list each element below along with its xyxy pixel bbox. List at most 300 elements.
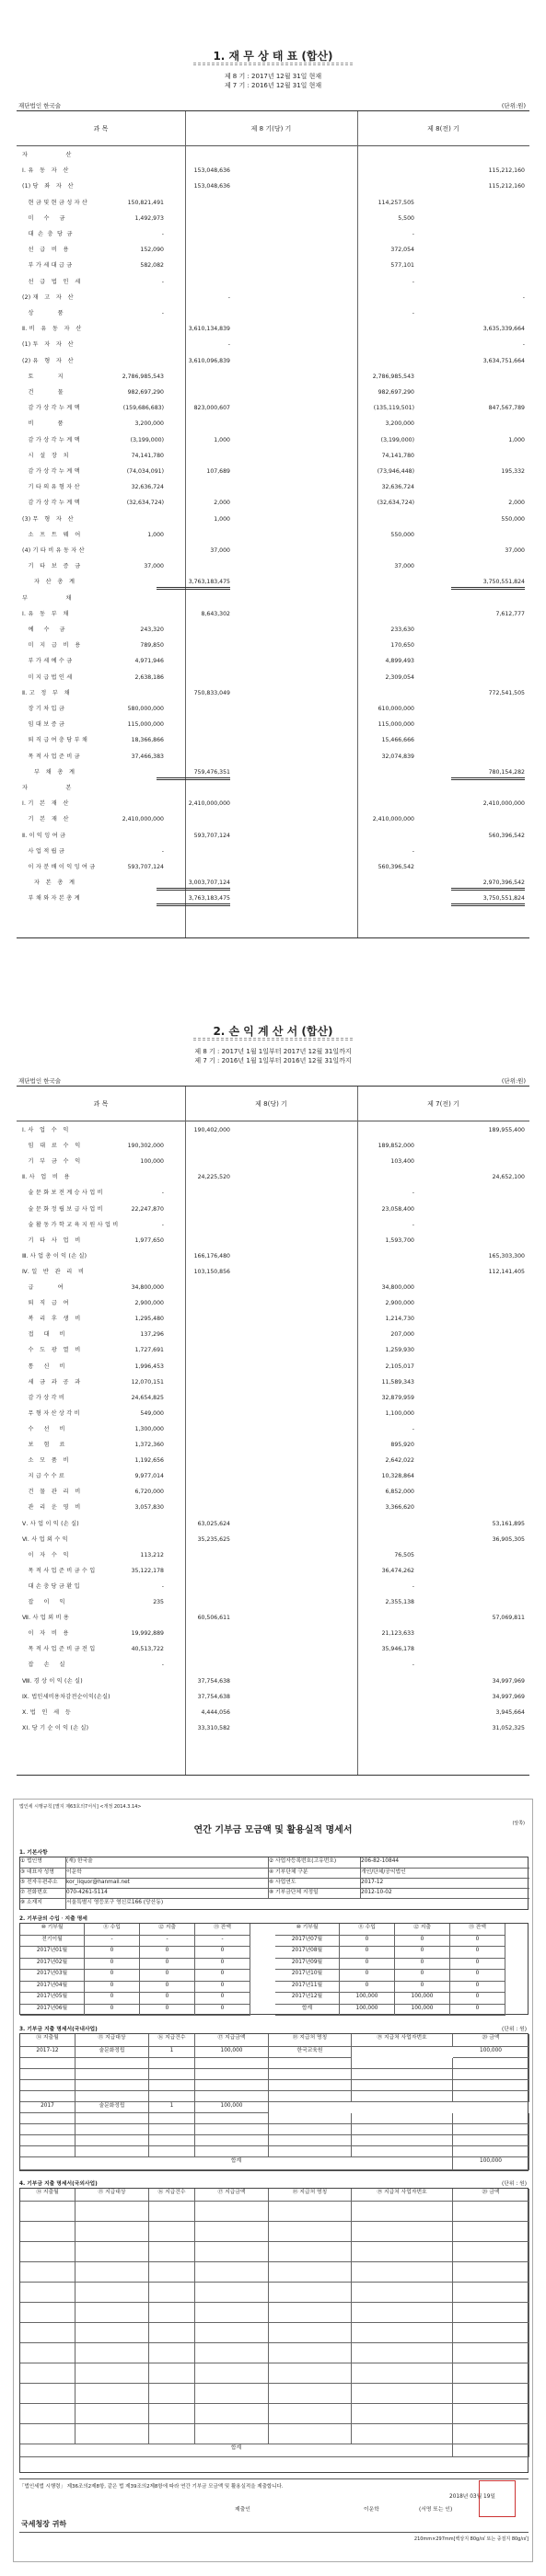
- col-current-header: 제 8 기(당) 기: [250, 124, 292, 132]
- table-row: [17, 482, 529, 492]
- row-amount: 37,466,383: [131, 753, 164, 760]
- table-row: [17, 1613, 529, 1623]
- entity-name: 재단법인 한국술: [18, 1077, 62, 1085]
- table-row: [17, 799, 529, 809]
- grid-cell: [20, 2424, 76, 2444]
- row-amount: 1,192,656: [134, 1457, 164, 1465]
- table-row: [17, 403, 529, 413]
- grid-cell: [76, 2202, 149, 2222]
- row-label: 감 가 상 각 누 계 액: [22, 500, 80, 507]
- row-amount: 577,101: [390, 262, 414, 270]
- row-amount: 32,074,839: [381, 753, 414, 760]
- grid-cell: [352, 2363, 453, 2384]
- side-note: (앞쪽): [512, 1821, 525, 1826]
- row-label: 이 자 분 배 이 익 잉 여 금: [22, 864, 96, 870]
- paper-spec: 210mm×297mm[백상지 80g/㎡ 또는 중질지 80g/㎡]: [19, 2532, 529, 2542]
- table-row: [17, 561, 529, 571]
- row-amount: 750,833,049: [193, 689, 230, 696]
- table-row: [17, 1298, 529, 1308]
- field-date-value: 2012-10-02: [361, 1889, 529, 1899]
- row-label: 선 급 비 용: [22, 247, 69, 254]
- table-row: [17, 767, 529, 777]
- table-row: [17, 277, 529, 287]
- grid-cell: [20, 2069, 76, 2080]
- submitter-name: 이운학: [364, 2507, 379, 2513]
- row-amount: 34,800,000: [381, 1284, 414, 1291]
- row-amount: 550,000: [501, 515, 525, 523]
- grid-cell: [453, 2242, 529, 2262]
- row-amount: 35,235,625: [197, 1535, 230, 1543]
- grid-cell: 0: [340, 1936, 395, 1948]
- grid-cell: 0: [140, 1993, 195, 2005]
- grid-cell: [20, 2262, 76, 2283]
- row-amount: 2,410,000,000: [482, 800, 525, 808]
- row-amount: 33,310,582: [197, 1724, 230, 1731]
- field-email-value: kor_liquor@hanmail.net: [66, 1879, 269, 1889]
- row-amount: 2,900,000: [385, 1300, 414, 1307]
- row-label: 토 지: [22, 373, 64, 380]
- grid-cell: [20, 2058, 76, 2069]
- grid-cell: [269, 2113, 352, 2124]
- row-amount: 610,000,000: [378, 706, 414, 712]
- title-divider: [193, 63, 353, 65]
- grid-cell: [269, 2384, 352, 2404]
- grid-cell: [352, 2262, 453, 2283]
- grid-cell: [453, 2091, 529, 2102]
- row-label: 자 본 총 계: [22, 880, 76, 887]
- row-label: 감 가 상 각 누 계 액: [22, 405, 80, 412]
- field-type-value: 개인/단체/공익법인: [361, 1869, 529, 1879]
- row-amount: (135,119,501): [373, 405, 414, 412]
- row-amount: 1,295,480: [134, 1316, 164, 1323]
- row-amount: 1,300,000: [134, 1425, 164, 1432]
- column-header: ⑲ 지급처 사업자번호: [352, 2034, 453, 2047]
- grid-cell: [76, 2135, 149, 2146]
- table-row: [17, 308, 529, 318]
- row-label: 자 산: [22, 152, 72, 158]
- table-row: [17, 1471, 529, 1481]
- row-amount: 74,141,780: [131, 452, 164, 459]
- grid-cell: 0: [140, 1959, 195, 1971]
- row-amount: (159,686,683): [122, 405, 164, 412]
- field-email-label: ⑤ 전자우편주소: [20, 1879, 66, 1889]
- row-amount: 3,763,183,475: [157, 577, 230, 590]
- table-row: [17, 293, 529, 303]
- row-amount: 759,476,351: [157, 767, 230, 780]
- row-amount: (32,634,724): [377, 500, 414, 507]
- sign-label: (서명 또는 인): [419, 2507, 453, 2513]
- row-amount: 2,642,022: [385, 1457, 414, 1465]
- grid-cell: [149, 2404, 195, 2424]
- row-label: 임 대 보 증 금: [22, 721, 65, 729]
- grid-cell: [149, 2146, 195, 2157]
- row-label: 현 금 및 현 금 성 자 산: [22, 199, 88, 206]
- grid-cell: -: [85, 1936, 140, 1948]
- row-label: (1) 투 자 자 산: [22, 341, 74, 349]
- row-amount: 3,634,751,664: [482, 357, 525, 364]
- grid-cell: [269, 2262, 352, 2283]
- grid-cell: [20, 2222, 76, 2242]
- grid-cell: 2017년06월: [20, 2005, 85, 2017]
- period-previous: 제 7 기 : 2016년 12월 31일 현재: [224, 82, 322, 89]
- row-amount: 3,057,830: [134, 1504, 164, 1512]
- grid-cell: [352, 2080, 453, 2091]
- grid-cell: [20, 2384, 76, 2404]
- total-value: [453, 2444, 529, 2457]
- footer-date: 2018년 03월 19일: [449, 2494, 495, 2500]
- grid-cell: 0: [340, 1970, 395, 1982]
- row-amount: 1,996,453: [134, 1363, 164, 1370]
- grid-cell: [352, 2283, 453, 2303]
- row-amount: 2,309,054: [385, 673, 414, 681]
- grid-cell: [76, 2146, 149, 2157]
- grid-cell: 0: [195, 1993, 250, 2005]
- grid-cell: [76, 2091, 149, 2102]
- row-amount: 32,636,724: [381, 484, 414, 491]
- row-amount: 114,257,505: [378, 199, 414, 206]
- row-amount: -: [227, 341, 230, 349]
- grid-cell: [76, 2384, 149, 2404]
- field-type-label: ④ 기부단체 구분: [269, 1869, 361, 1879]
- row-amount: -: [412, 1425, 414, 1432]
- grid-cell: 2017: [20, 2102, 76, 2113]
- row-amount: 233,630: [390, 627, 414, 633]
- grid-cell: [195, 2222, 269, 2242]
- row-amount: 60,506,611: [197, 1615, 230, 1622]
- grid-cell: [76, 2222, 149, 2242]
- row-label: (1) 당 좌 자 산: [22, 183, 74, 190]
- grid-cell: [149, 2363, 195, 2384]
- row-label: 예 수 금: [22, 627, 65, 633]
- row-amount: 8,643,302: [201, 610, 230, 617]
- row-amount: 3,750,551,824: [451, 577, 525, 590]
- row-label: Ⅰ. 사 업 수 익: [22, 1127, 69, 1133]
- grid-cell: [269, 2404, 352, 2424]
- grid-cell: [149, 2080, 195, 2091]
- table-row: [17, 1377, 529, 1387]
- grid-cell: [453, 2202, 529, 2222]
- table-row: [17, 181, 529, 191]
- row-label: Ⅱ. 비 유 동 자 산: [22, 326, 82, 333]
- row-label: 잡 이 익: [22, 1599, 65, 1605]
- table-row: [17, 1644, 529, 1654]
- grid-cell: [352, 2303, 453, 2323]
- grid-cell: [269, 2283, 352, 2303]
- field-phone-label: ⑦ 전화번호: [20, 1889, 66, 1899]
- row-amount: 1,000: [214, 515, 230, 523]
- grid-cell: [195, 2242, 269, 2262]
- total-label: 합계: [20, 2157, 453, 2170]
- row-amount: 36,474,262: [381, 1567, 414, 1574]
- row-amount: 113,212: [140, 1551, 164, 1558]
- column-header: ⑫ 지출: [140, 1924, 195, 1936]
- grid-cell: [76, 2242, 149, 2262]
- grid-cell: [76, 2363, 149, 2384]
- grid-cell: [149, 2069, 195, 2080]
- row-label: 술 문 화 정 립 보 급 사 업 비: [22, 1205, 103, 1213]
- table-row: [17, 609, 529, 619]
- grid-cell: [453, 2124, 529, 2135]
- table-row: [17, 814, 529, 824]
- row-label: 대 손 충 당 금: [22, 231, 73, 237]
- row-label: 감 가 상 각 누 계 액: [22, 436, 80, 443]
- row-label: Ⅰ. 유 동 부 채: [22, 610, 69, 617]
- grid-cell: 한국교육원: [269, 2047, 352, 2058]
- row-amount: 74,141,780: [381, 452, 414, 459]
- grid-cell: [195, 2343, 269, 2363]
- grid-cell: 2017년09월: [275, 1959, 340, 1971]
- column-header: ⑪ 수입: [85, 1924, 140, 1936]
- row-amount: 3,635,339,664: [482, 326, 525, 333]
- row-amount: -: [227, 293, 230, 301]
- row-label: 자 본: [22, 785, 72, 791]
- row-amount: 19,992,889: [131, 1630, 164, 1638]
- grid-cell: [352, 2058, 453, 2069]
- row-amount: 207,000: [390, 1331, 414, 1339]
- row-label: 부 가 세 대 급 금: [22, 262, 73, 270]
- table-header: [17, 1087, 529, 1121]
- row-amount: 9,977,014: [134, 1473, 164, 1480]
- table-row: [17, 466, 529, 477]
- table-row: [17, 1424, 529, 1434]
- table-row: [17, 577, 529, 587]
- row-amount: 35,946,178: [381, 1646, 414, 1653]
- total-label: 합계: [20, 2444, 453, 2457]
- table-row: [17, 1550, 529, 1560]
- table-row: [17, 1188, 529, 1198]
- grid-cell: [76, 2283, 149, 2303]
- grid-cell: [195, 2135, 269, 2146]
- row-label: Ⅰ. 기 본 재 산: [22, 800, 69, 808]
- row-amount: -: [412, 1582, 414, 1590]
- grid-cell: [149, 2343, 195, 2363]
- grid-cell: [195, 2146, 269, 2157]
- unit-label: (단위 : 원): [502, 2027, 527, 2032]
- row-amount: 57,069,811: [492, 1615, 525, 1622]
- grid-cell: [195, 2113, 269, 2124]
- table-row: [17, 1314, 529, 1324]
- table-row: [17, 1282, 529, 1293]
- row-amount: 3,003,707,124: [157, 878, 230, 891]
- row-label: 이 자 수 익: [22, 1551, 69, 1558]
- col-item-header: 과 목: [93, 124, 109, 132]
- row-amount: 2,410,000,000: [188, 800, 230, 808]
- row-amount: 3,763,183,475: [157, 893, 230, 906]
- row-amount: 34,997,969: [492, 1693, 525, 1700]
- grid-cell: 100,000: [195, 2047, 269, 2058]
- row-label: 감 가 상 각 비: [22, 1394, 65, 1401]
- row-amount: 789,850: [140, 642, 164, 650]
- grid-cell: [76, 2404, 149, 2424]
- row-amount: 40,513,722: [131, 1646, 164, 1653]
- row-amount: 593,707,124: [127, 864, 164, 870]
- column-header: ⑩ 기부월: [275, 1924, 340, 1936]
- grid-cell: [195, 2363, 269, 2384]
- table-row: [17, 372, 529, 382]
- table-row: [17, 1172, 529, 1182]
- column-header: ⑮ 지급대상: [76, 2034, 149, 2047]
- grid-cell: 0: [140, 1947, 195, 1959]
- column-header: ⑱ 지급처 명칭: [269, 2034, 352, 2047]
- row-amount: 37,000: [144, 563, 164, 570]
- column-header: ⑳ 금액: [453, 2189, 529, 2202]
- grid-cell: [453, 2069, 529, 2080]
- grid-cell: 2017-12: [20, 2047, 76, 2058]
- grid-cell: 0: [340, 1947, 395, 1959]
- grid-cell: [76, 2424, 149, 2444]
- grid-cell: [20, 2080, 76, 2091]
- grid-cell: [269, 2222, 352, 2242]
- row-label: Ⅴ. 사 업 이 익 (손 실): [22, 1520, 79, 1527]
- row-label: 자 산 총 계: [22, 579, 76, 586]
- grid-cell: 0: [85, 1947, 140, 1959]
- row-label: 임 대 료 수 익: [22, 1143, 81, 1150]
- grid-cell: -: [195, 1936, 250, 1948]
- grid-cell: 1: [149, 2047, 195, 2058]
- grid-cell: 0: [395, 1947, 450, 1959]
- table-row: [17, 1723, 529, 1733]
- grid-cell: [195, 2080, 269, 2091]
- table-row: [17, 878, 529, 888]
- row-amount: 1,727,691: [134, 1347, 164, 1354]
- grid-cell: 100,000: [340, 1993, 395, 2005]
- row-label: 미 수 금: [22, 214, 65, 222]
- grid-cell: 2017년02월: [20, 1959, 85, 1971]
- row-amount: 560,396,542: [488, 832, 525, 839]
- table-row: [17, 1141, 529, 1151]
- grid-cell: [20, 2242, 76, 2262]
- table-row: [17, 435, 529, 445]
- row-amount: 37,754,638: [197, 1693, 230, 1700]
- row-label: Ⅳ. 일 반 관 리 비: [22, 1268, 85, 1275]
- grid-cell: [352, 2242, 453, 2262]
- row-label: Ⅰ. 유 동 자 산: [22, 167, 69, 175]
- grid-cell: 0: [395, 1982, 450, 1994]
- row-amount: 1,000: [214, 436, 230, 443]
- row-amount: 1,100,000: [385, 1409, 414, 1417]
- grid-cell: [195, 2124, 269, 2135]
- grid-cell: [453, 2424, 529, 2444]
- table-row: [17, 688, 529, 698]
- row-amount: 982,697,290: [378, 389, 414, 396]
- grid-cell: [453, 2363, 529, 2384]
- grid-cell: 술문화정립: [76, 2102, 149, 2113]
- row-amount: 243,320: [140, 627, 164, 633]
- row-amount: 1,977,650: [134, 1236, 164, 1244]
- row-amount: 550,000: [390, 531, 414, 538]
- grid-cell: [453, 2323, 529, 2343]
- row-amount: 6,720,000: [134, 1489, 164, 1496]
- grid-cell: [269, 2424, 352, 2444]
- row-amount: 10,328,864: [381, 1473, 414, 1480]
- row-amount: 24,654,825: [131, 1394, 164, 1401]
- table-row: [17, 1251, 529, 1261]
- grid-cell: 2017년08월: [275, 1947, 340, 1959]
- row-amount: 63,025,624: [197, 1520, 230, 1527]
- form-title: 연간 기부금 모금액 및 활용실적 명세서: [193, 1825, 353, 1835]
- grid-cell: 전기이월: [20, 1936, 85, 1948]
- grid-cell: 0: [340, 1959, 395, 1971]
- table-row: [17, 1628, 529, 1639]
- table-row: [17, 593, 529, 604]
- row-amount: -: [161, 847, 164, 855]
- official-seal-stamp: [479, 2480, 516, 2517]
- table-row: [17, 1519, 529, 1529]
- grid-cell: 100,000: [340, 2005, 395, 2017]
- grid-cell: [269, 2069, 352, 2080]
- table-row: [17, 893, 529, 903]
- grid-cell: [195, 2069, 269, 2080]
- row-label: 건 물: [22, 389, 64, 396]
- grid-cell: [269, 2091, 352, 2102]
- grid-cell: 2017년01월: [20, 1947, 85, 1959]
- row-amount: -: [412, 1190, 414, 1197]
- grid-cell: [453, 2058, 529, 2069]
- table-row: [17, 1409, 529, 1419]
- grid-cell: [195, 2384, 269, 2404]
- row-amount: (3,199,000): [380, 436, 414, 443]
- row-amount: 1,492,973: [134, 214, 164, 222]
- table-row: [17, 198, 529, 208]
- row-amount: 3,610,134,839: [188, 326, 230, 333]
- grid-cell: [20, 2146, 76, 2157]
- row-label: 통 신 비: [22, 1363, 65, 1370]
- column-header: ⑪ 수입: [340, 1924, 395, 1936]
- table-row: [17, 324, 529, 334]
- row-amount: -: [161, 1190, 164, 1197]
- title-divider: [193, 1038, 353, 1041]
- row-label: 잡 손 실: [22, 1662, 65, 1669]
- row-amount: 1,000: [147, 531, 164, 538]
- grid-cell: 0: [450, 2005, 505, 2017]
- grid-cell: [352, 2202, 453, 2222]
- row-label: Ⅱ. 고 정 부 채: [22, 689, 70, 696]
- grid-cell: [20, 2404, 76, 2424]
- table-row: [17, 1581, 529, 1592]
- row-amount: 2,000: [508, 500, 525, 507]
- table-row: [17, 719, 529, 730]
- row-label: 선 급 법 인 세: [22, 278, 81, 285]
- table-row: [17, 546, 529, 556]
- grid-cell: 0: [85, 1993, 140, 2005]
- grid-cell: [352, 2424, 453, 2444]
- grid-cell: [149, 2424, 195, 2444]
- grid-cell: [195, 2323, 269, 2343]
- column-header: ⑮ 지급대상: [76, 2189, 149, 2202]
- grid-cell: 0: [450, 1970, 505, 1982]
- period-current: 제 8 기 : 2017년 1월 1일부터 2017년 12월 31일까지: [194, 1048, 352, 1055]
- row-amount: 772,541,505: [488, 689, 525, 696]
- row-amount: -: [412, 231, 414, 237]
- row-label: 퇴 직 급 여: [22, 1300, 69, 1307]
- grid-cell: 0: [85, 1982, 140, 1994]
- table-row: [17, 783, 529, 793]
- grid-cell: [352, 2404, 453, 2424]
- unit-label: (단위:원): [501, 102, 526, 109]
- grid-cell: 0: [395, 1936, 450, 1948]
- table-row: [17, 1692, 529, 1702]
- row-amount: 190,402,000: [193, 1127, 230, 1133]
- row-amount: 549,000: [140, 1409, 164, 1417]
- grid-cell: 0: [140, 2005, 195, 2017]
- grid-cell: [149, 2262, 195, 2283]
- field-year-label: ⑥ 사업연도: [269, 1879, 361, 1889]
- table-row: [17, 1329, 529, 1340]
- income-statement-table: [17, 1086, 529, 1776]
- row-label: Ⅶ. 사 업 외 비 용: [22, 1615, 70, 1622]
- row-amount: 32,636,724: [131, 484, 164, 491]
- row-label: 기 타 사 업 비: [22, 1236, 81, 1244]
